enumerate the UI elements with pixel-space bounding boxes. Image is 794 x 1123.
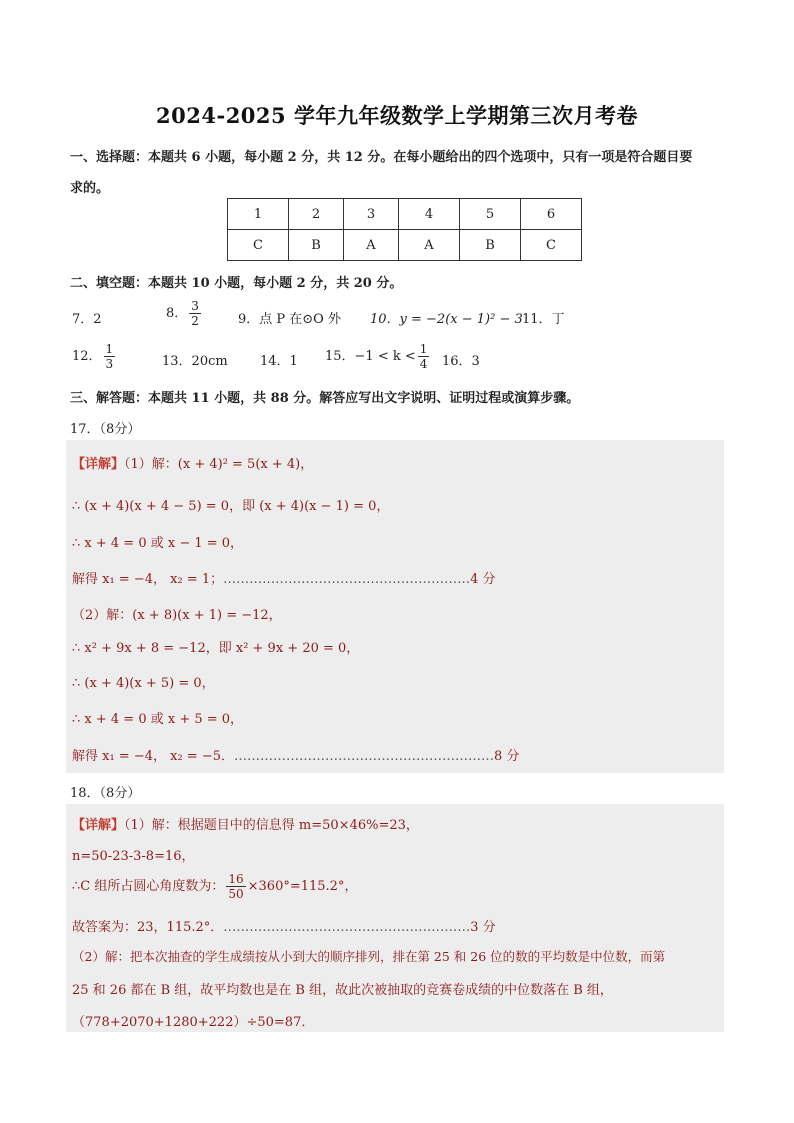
- q18-header: 18．（8分）: [70, 786, 141, 801]
- answer-q14: 14．1: [260, 354, 298, 369]
- fraction-numerator: 1: [105, 342, 114, 356]
- page-title: 2024-2025 学年九年级数学上学期第三次月考卷: [156, 103, 638, 128]
- q17-line-6: ∴ x² + 9x + 8 = −12，即 x² + 9x + 20 = 0，: [72, 641, 360, 656]
- answer-q8: [166, 299, 203, 328]
- dot-leader: …………………………………………………: [223, 572, 471, 587]
- table-cell: 2: [289, 199, 344, 230]
- fraction: [226, 872, 245, 901]
- solution-text: （1）解：(x + 4)² = 5(x + 4)，: [124, 457, 314, 472]
- solution-text: （1）解：根据题目中的信息得 m=50×46%=23，: [124, 818, 419, 833]
- answer-q8-label: 8．: [166, 306, 188, 321]
- section3-heading: 三、解答题：本题共 11 小题，共 88 分。解答应写出文字说明、证明过程或演算步骤。: [70, 391, 580, 406]
- answer-q15-label: 15．−1 < k <: [325, 349, 416, 364]
- q17-line-3: ∴ x + 4 = 0 或 x − 1 = 0，: [72, 536, 244, 551]
- solution-text: ∴C 组所占圆心角度数为：: [72, 879, 225, 894]
- section2-heading: 二、填空题：本题共 10 小题，每小题 2 分，共 20 分。: [70, 276, 403, 291]
- answer-q12: [72, 342, 117, 371]
- answer-q10: 10．y = −2(x − 1)² − 3: [370, 312, 523, 327]
- answer-q12-label: 12．: [72, 349, 102, 364]
- answer-table: [227, 198, 582, 261]
- fraction-denominator: 3: [105, 357, 114, 371]
- solution-text: 解得 x₁ = −4， x₂ = −5．: [72, 749, 234, 764]
- table-cell: A: [399, 230, 460, 261]
- q18-line-1: [72, 814, 419, 833]
- q17-line-2: ∴ (x + 4)(x + 4 − 5) = 0，即 (x + 4)(x − 1) = 0，: [72, 499, 390, 514]
- score-label: 4 分: [470, 572, 496, 587]
- section1-heading-cont: 求的。: [70, 181, 110, 196]
- q17-line-7: ∴ (x + 4)(x + 5) = 0，: [72, 676, 215, 691]
- answer-q11: 11．丁: [522, 312, 565, 327]
- score-label: 3 分: [470, 920, 496, 935]
- table-cell: B: [289, 230, 344, 261]
- fraction-numerator: 16: [228, 872, 244, 886]
- fraction: [189, 299, 201, 328]
- solution-tag: 【详解】: [72, 818, 125, 833]
- fraction: [418, 342, 430, 371]
- solution-text: 解得 x₁ = −4， x₂ = 1；: [72, 572, 224, 587]
- q17-line-4: [72, 568, 496, 587]
- q17-header: 17．（8分）: [70, 422, 141, 437]
- q17-line-5: （2）解：(x + 8)(x + 1) = −12，: [72, 608, 282, 623]
- q18-line-2: n=50-23-3-8=16，: [72, 849, 195, 864]
- q17-line-9: [72, 745, 519, 764]
- dot-leader: ……………………………………………………: [234, 749, 494, 764]
- score-label: 8 分: [494, 749, 520, 764]
- q18-line-7: （778+2070+1280+222）÷50=87．: [72, 1015, 315, 1030]
- table-cell: B: [460, 230, 521, 261]
- answer-q7: 7．2: [72, 312, 102, 327]
- section1-heading: 一、选择题：本题共 6 小题，每小题 2 分，共 12 分。在每小题给出的四个选项中，只有一项是符合题目要: [70, 150, 693, 165]
- q18-line-5: （2）解：把本次抽查的学生成绩按从小到大的顺序排列，排在第 25 和 26 位的数的平均数是中位数，而第: [72, 949, 666, 964]
- answer-q16: 16．3: [442, 354, 480, 369]
- fraction-numerator: 1: [419, 342, 428, 356]
- q18-line-6: 25 和 26 都在 B 组，故平均数也是在 B 组，故此次被抽取的竞赛卷成绩的中位数落在 B 组，: [72, 983, 613, 998]
- fraction: [104, 342, 116, 371]
- dot-leader: …………………………………………………: [223, 920, 471, 935]
- answer-q15: [325, 342, 431, 371]
- q18-line-3: [72, 872, 357, 901]
- table-cell: C: [228, 230, 289, 261]
- answer-q13: 13．20cm: [162, 354, 228, 369]
- table-cell: A: [344, 230, 399, 261]
- table-cell: 1: [228, 199, 289, 230]
- q18-line-4: [72, 916, 496, 935]
- table-cell: C: [521, 230, 582, 261]
- fraction-denominator: 50: [228, 887, 244, 901]
- solution-text: 故答案为：23，115.2°．: [72, 920, 224, 935]
- table-cell: 3: [344, 199, 399, 230]
- answer-table-answer-row: [228, 230, 582, 261]
- solution-text: ×360°=115.2°，: [247, 879, 358, 894]
- answer-q9: 9．点 P 在⊙O 外: [238, 312, 341, 327]
- fraction-numerator: 3: [191, 299, 199, 313]
- table-cell: 5: [460, 199, 521, 230]
- answer-table-number-row: [228, 199, 582, 230]
- table-cell: 6: [521, 199, 582, 230]
- fraction-denominator: 2: [191, 314, 199, 328]
- solution-tag: 【详解】: [72, 457, 125, 472]
- fraction-denominator: 4: [419, 357, 428, 371]
- q17-line-8: ∴ x + 4 = 0 或 x + 5 = 0，: [72, 712, 244, 727]
- q17-line-1: [72, 453, 313, 472]
- table-cell: 4: [399, 199, 460, 230]
